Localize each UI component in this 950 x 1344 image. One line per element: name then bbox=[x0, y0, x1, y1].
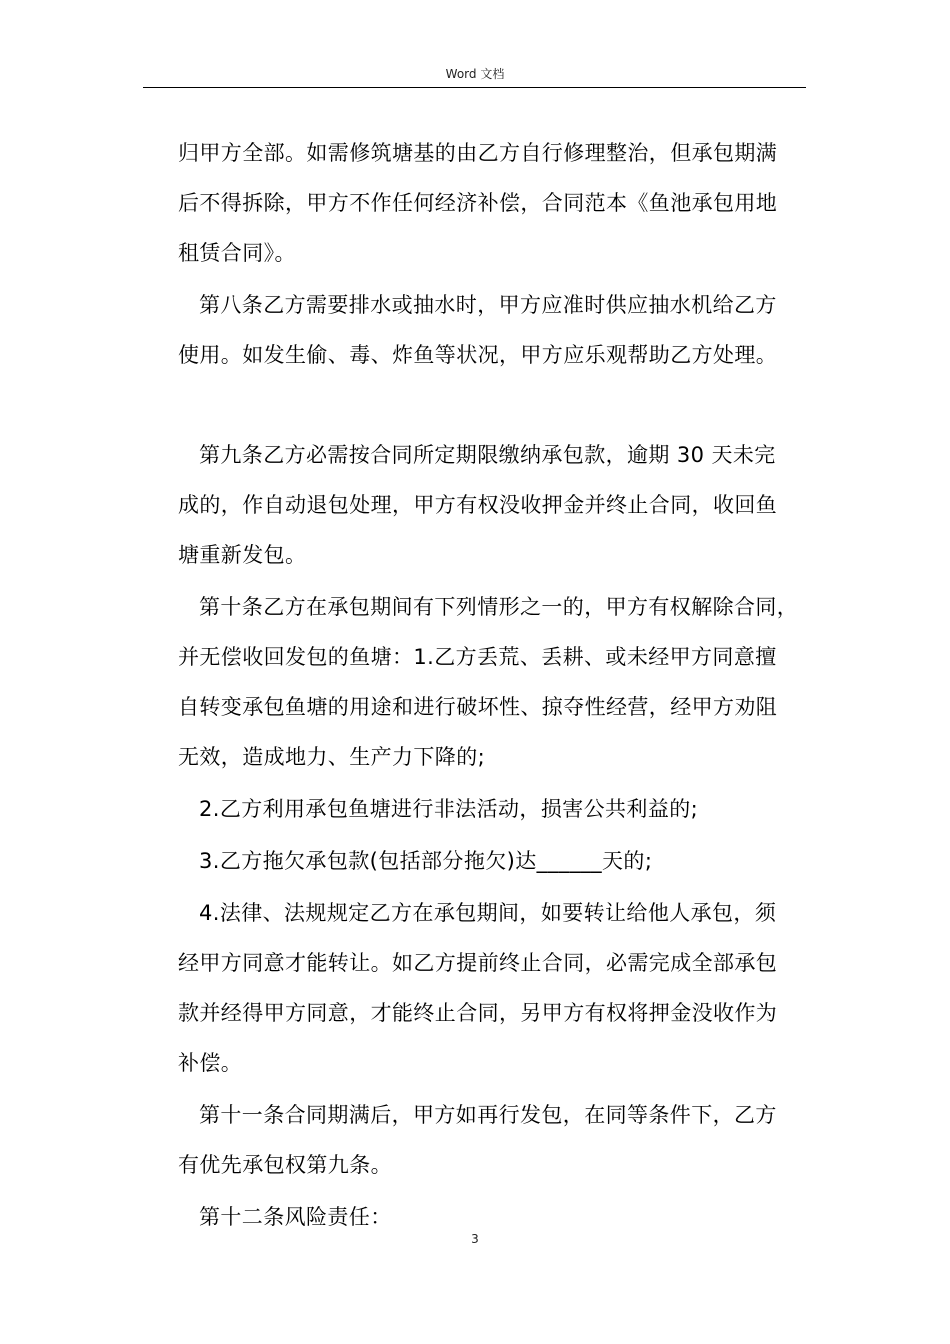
paragraph-article-9 bbox=[178, 430, 806, 580]
text-line: 第十条乙方在承包期间有下列情形之一的，甲方有权解除合同， bbox=[199, 595, 799, 619]
text-line: 经甲方同意才能转让。如乙方提前终止合同，必需完成全部承包 bbox=[178, 951, 778, 975]
text-line: 并无偿收回发包的鱼塘：1.乙方丢荒、丢耕、或未经甲方同意擅 bbox=[178, 645, 777, 669]
text-line: 归甲方全部。如需修筑塘基的由乙方自行修理整治，但承包期满 bbox=[178, 141, 778, 165]
document-body bbox=[178, 128, 806, 1244]
paragraph-article-11 bbox=[178, 1090, 806, 1190]
text-line: 成的，作自动退包处理，甲方有权没收押金并终止合同，收回鱼 bbox=[178, 493, 778, 517]
text-line: 塘重新发包。 bbox=[178, 543, 307, 567]
text-line: 第十一条合同期满后，甲方如再行发包，在同等条件下，乙方 bbox=[199, 1103, 777, 1127]
text-line: 补偿。 bbox=[178, 1051, 243, 1075]
text-line: 款并经得甲方同意，才能终止合同，另甲方有权将押金没收作为 bbox=[178, 1001, 778, 1025]
text-line: 自转变承包鱼塘的用途和进行破坏性、掠夺性经营，经甲方劝阻 bbox=[178, 695, 778, 719]
text-line: 第九条乙方必需按合同所定期限缴纳承包款，逾期 30 天未完 bbox=[199, 443, 776, 467]
text-line: 无效，造成地力、生产力下降的; bbox=[178, 745, 486, 769]
page-number: 3 bbox=[471, 1232, 479, 1246]
blank-line bbox=[178, 382, 806, 430]
paragraph-1 bbox=[178, 128, 806, 278]
page-header-title: Word 文档 bbox=[445, 67, 505, 81]
paragraph-item-3 bbox=[178, 836, 806, 886]
text-line: 租赁合同》。 bbox=[178, 241, 296, 265]
header-rule bbox=[143, 87, 806, 88]
text-line: 2.乙方利用承包鱼塘进行非法活动，损害公共利益的; bbox=[199, 797, 699, 821]
text-line: 第八条乙方需要排水或抽水时，甲方应准时供应抽水机给乙方 bbox=[199, 293, 777, 317]
text-line: 使用。如发生偷、毒、炸鱼等状况，甲方应乐观帮助乙方处理。 bbox=[178, 343, 778, 367]
text-line: 4.法律、法规规定乙方在承包期间，如要转让给他人承包，须 bbox=[199, 901, 777, 925]
text-line: 后不得拆除，甲方不作任何经济补偿，合同范本《鱼池承包用地 bbox=[178, 191, 778, 215]
text-line: 3.乙方拖欠承包款(包括部分拖欠)达______天的; bbox=[199, 849, 653, 873]
paragraph-item-4 bbox=[178, 888, 806, 1088]
text-line: 有优先承包权第九条。 bbox=[178, 1153, 392, 1177]
text-line: 第十二条风险责任： bbox=[199, 1205, 392, 1229]
paragraph-article-10 bbox=[178, 582, 806, 782]
paragraph-item-2 bbox=[178, 784, 806, 834]
paragraph-article-8 bbox=[178, 280, 806, 380]
